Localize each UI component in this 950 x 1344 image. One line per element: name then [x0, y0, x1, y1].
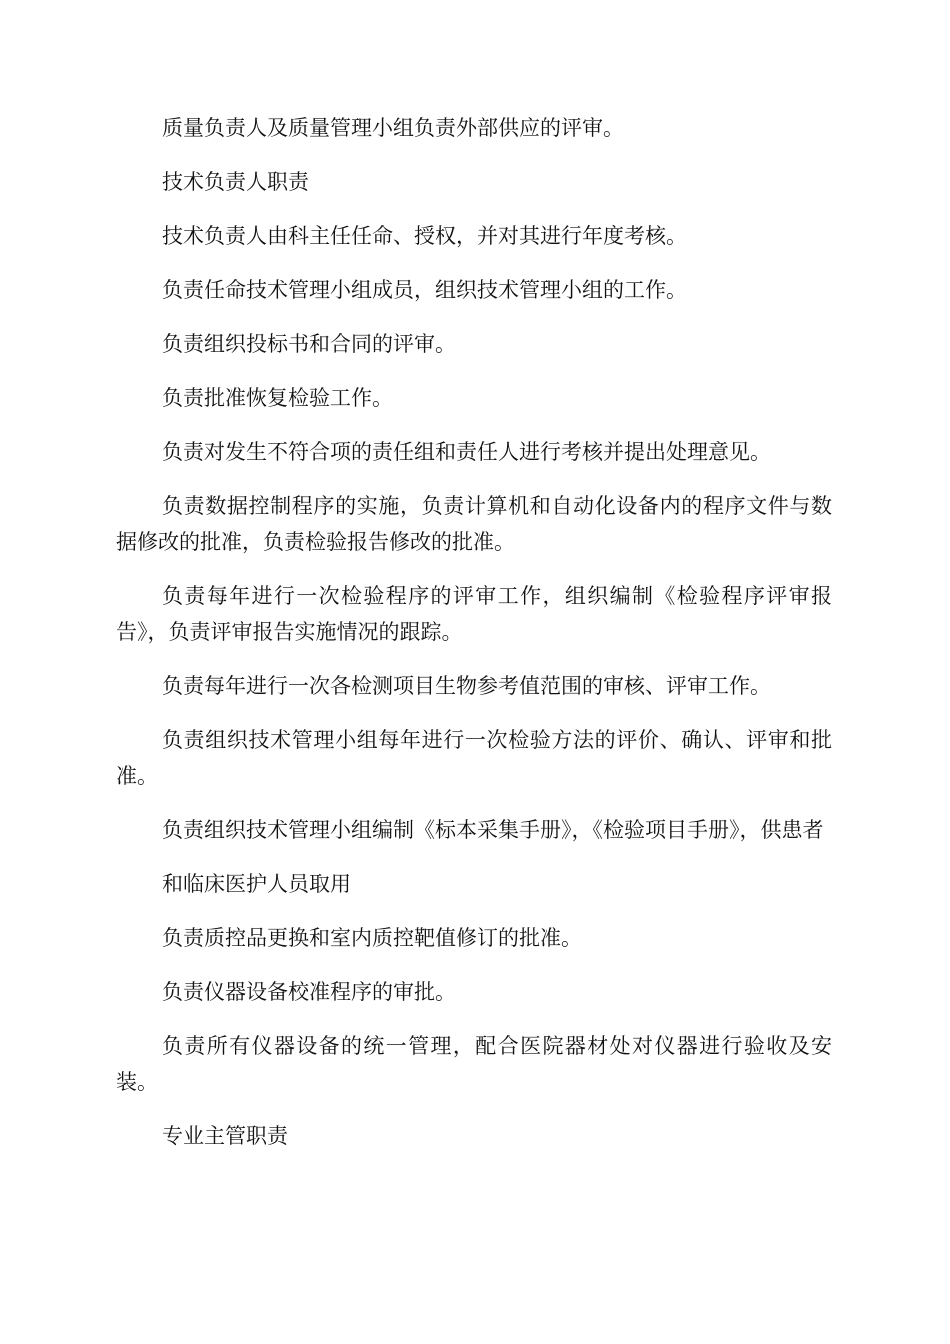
paragraph-9: 负责每年进行一次检验程序的评审工作，组织编制《检验程序评审报告》，负责评审报告实施情况的跟踪。: [116, 584, 832, 644]
paragraph-16: 负责所有仪器设备的统一管理，配合医院器材处对仪器进行验收及安装。: [116, 1034, 832, 1094]
paragraph-14: 负责质控品更换和室内质控靶值修订的批准。: [162, 926, 582, 950]
paragraph-12: 负责组织技术管理小组编制《标本采集手册》，《检验项目手册》，供患者: [162, 818, 824, 842]
paragraph-7: 负责对发生不符合项的责任组和责任人进行考核并提出处理意见。: [162, 440, 771, 464]
section-heading-specialty-supervisor: 专业主管职责: [162, 1124, 288, 1148]
paragraph-15: 负责仪器设备校准程序的审批。: [162, 980, 456, 1004]
document-body: [116, 110, 832, 1172]
paragraph-3: 技术负责人由科主任任命、授权，并对其进行年度考核。: [162, 224, 687, 248]
section-heading-technical-lead: 技术负责人职责: [162, 170, 309, 194]
paragraph-5: 负责组织投标书和合同的评审。: [162, 332, 456, 356]
paragraph-6: 负责批准恢复检验工作。: [162, 386, 393, 410]
paragraph-1: 质量负责人及质量管理小组负责外部供应的评审。: [162, 116, 624, 140]
paragraph-10: 负责每年进行一次各检测项目生物参考值范围的审核、评审工作。: [162, 674, 771, 698]
paragraph-13: 和临床医护人员取用: [162, 872, 351, 896]
paragraph-4: 负责任命技术管理小组成员，组织技术管理小组的工作。: [162, 278, 687, 302]
paragraph-11: 负责组织技术管理小组每年进行一次检验方法的评价、确认、评审和批准。: [116, 728, 832, 788]
paragraph-8: 负责数据控制程序的实施，负责计算机和自动化设备内的程序文件与数据修改的批准，负责检验报告修改的批准。: [116, 494, 832, 554]
